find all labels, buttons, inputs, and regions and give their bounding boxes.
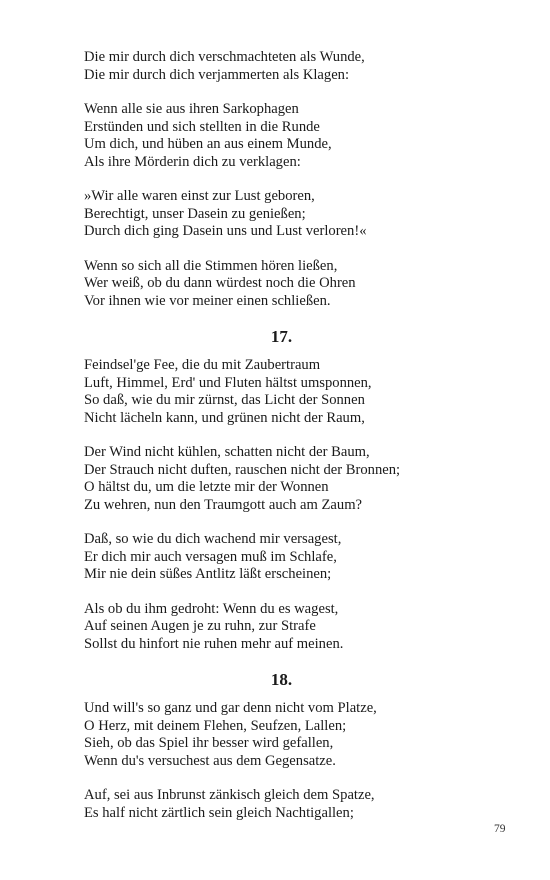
verse-line: Durch dich ging Dasein uns und Lust verloren!«	[84, 223, 367, 239]
verse-line: Berechtigt, unser Dasein zu genießen;	[84, 205, 306, 222]
verse-line: O Herz, mit deinem Flehen, Seufzen, Lallen;	[84, 717, 347, 734]
verse-line: Wer weiß, ob du dann würdest noch die Ohren	[84, 275, 356, 291]
stanza	[84, 700, 504, 770]
verse-line: Die mir durch dich verschmachteten als Wunde,	[84, 49, 365, 65]
stanza	[84, 787, 504, 822]
verse-line: Als ob du ihm gedroht: Wenn du es wagest,	[84, 600, 339, 617]
verse-line: Als ihre Mörderin dich zu verklagen:	[84, 153, 301, 170]
stanza	[84, 101, 504, 171]
verse-line: Die mir durch dich verjammerten als Klagen:	[84, 66, 350, 83]
stanza	[84, 258, 504, 311]
verse-line: Daß, so wie du dich wachend mir versagest,	[84, 531, 342, 547]
verse-line: Der Strauch nicht duften, rauschen nicht der Bronnen;	[84, 461, 401, 478]
verse-line: Mir nie dein süßes Antlitz läßt erscheinen;	[84, 566, 332, 582]
verse-line: Der Wind nicht kühlen, schatten nicht der Baum,	[84, 444, 370, 460]
verse-line: »Wir alle waren einst zur Lust geboren,	[84, 188, 315, 204]
verse-line: Und will's so ganz und gar denn nicht vom Platze,	[84, 700, 377, 716]
stanza	[84, 444, 504, 514]
stanza	[84, 188, 504, 241]
verse-line: Zu wehren, nun den Traumgott auch am Zaum?	[84, 496, 363, 513]
sonnet-number-heading: 17.	[270, 327, 293, 346]
verse-line: So daß, wie du mir zürnst, das Licht der Sonnen	[84, 392, 365, 408]
verse-line: Nicht lächeln kann, und grünen nicht der Raum,	[84, 409, 365, 426]
verse-line: Sollst du hinfort nie ruhen mehr auf meinen.	[84, 635, 344, 652]
verse-line: Feindsel'ge Fee, die du mit Zaubertraum	[84, 357, 321, 373]
page-number: 79	[494, 823, 506, 835]
verse-line: Erstünden und sich stellten in die Runde	[84, 118, 320, 135]
stanza	[84, 531, 504, 584]
verse-line: Es half nicht zärtlich sein gleich Nachtigallen;	[84, 804, 354, 821]
verse-line: O hältst du, um die letzte mir der Wonnen	[84, 479, 329, 495]
verse-line: Wenn so sich all die Stimmen hören ließen,	[84, 257, 338, 274]
verse-line: Wenn alle sie aus ihren Sarkophagen	[84, 101, 299, 117]
verse-line: Auf, sei aus Inbrunst zänkisch gleich dem Spatze,	[84, 787, 375, 803]
stanza	[84, 601, 504, 654]
stanza	[84, 49, 504, 84]
verse-line: Um dich, und hüben an aus einem Munde,	[84, 136, 332, 152]
verse-line: Sieh, ob das Spiel ihr besser wird gefallen,	[84, 735, 334, 751]
sonnet-number-heading: 18.	[270, 670, 293, 689]
verse-line: Er dich mir auch versagen muß im Schlafe,	[84, 548, 337, 565]
verse-line: Auf seinen Augen je zu ruhn, zur Strafe	[84, 618, 316, 634]
verse-line: Vor ihnen wie vor meiner einen schließen.	[84, 292, 331, 309]
poem-text-column	[84, 49, 504, 839]
verse-line: Luft, Himmel, Erd' und Fluten hältst umsponnen,	[84, 374, 372, 391]
verse-line: Wenn du's versuchest aus dem Gegensatze.	[84, 752, 336, 769]
stanza	[84, 357, 504, 427]
